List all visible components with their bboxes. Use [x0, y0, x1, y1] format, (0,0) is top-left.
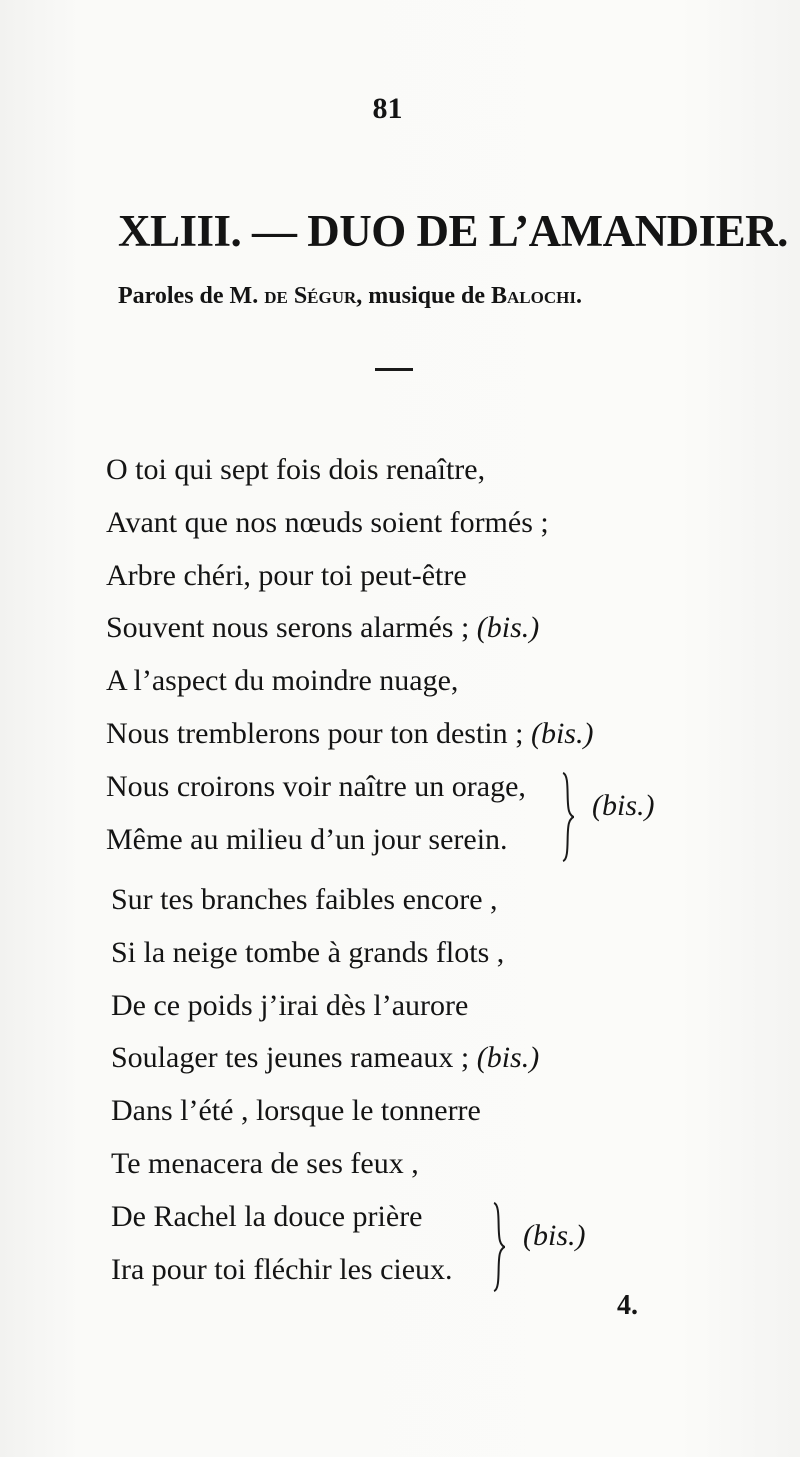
verse-text: Arbre chéri, pour toi peut-être: [106, 558, 467, 592]
verse-text: Nous croirons voir naître un orage,: [106, 769, 526, 803]
verse-line: [111, 984, 539, 1037]
signature-mark: 4.: [617, 1290, 638, 1321]
verse-text: Souvent nous serons alarmés ;: [106, 611, 477, 645]
refrain-marker: (bis.): [592, 788, 655, 822]
verse-line: [111, 1248, 539, 1301]
verse-line: [106, 765, 593, 818]
verse-text: Ira pour toi fléchir les cieux.: [111, 1252, 453, 1286]
verse-line: [111, 1195, 539, 1248]
verse-line: [111, 931, 539, 984]
verse-line: [106, 501, 593, 554]
verse-line: [106, 606, 593, 659]
verse-line: [111, 1089, 539, 1142]
song-credits: [118, 283, 582, 310]
verse-line: [111, 1142, 539, 1195]
song-title: XLIII. — DUO DE L’AMANDIER.: [118, 206, 788, 256]
credits-particle: de: [264, 283, 288, 309]
credits-end: .: [575, 283, 582, 309]
stanza-1: [106, 448, 655, 870]
brace-icon: [561, 771, 575, 863]
refrain-marker: (bis.): [476, 1041, 540, 1075]
verse-line: [106, 554, 593, 607]
verse-text: Sur tes branches faibles encore ,: [111, 883, 498, 916]
braced-couplet: [111, 1195, 586, 1301]
verse-text: Même au milieu d’un jour serein.: [106, 822, 508, 856]
refrain-marker: (bis.): [530, 716, 594, 750]
stanza-2: [111, 878, 586, 1300]
verse-line: [111, 1036, 539, 1089]
credits-composer: Balochi: [491, 283, 576, 309]
verse-text: De Rachel la douce prière: [111, 1199, 423, 1233]
verse-line: [106, 818, 593, 871]
verse-line: [111, 878, 539, 931]
section-divider: [375, 368, 413, 371]
verse-text: Dans l’été , lorsque le tonnerre: [111, 1094, 481, 1128]
credits-author: Ségur: [293, 283, 357, 309]
page-number: 81: [372, 92, 403, 125]
brace-icon: [492, 1201, 506, 1293]
refrain-marker: (bis.): [523, 1218, 586, 1252]
verse-text: A l’aspect du moindre nuage,: [106, 664, 459, 698]
credits-music-label: , musique de: [356, 283, 485, 309]
verse-text: Nous tremblerons pour ton destin ;: [106, 716, 531, 750]
verse-text: Avant que nos nœuds soient formés ;: [106, 505, 549, 539]
braced-couplet: [106, 765, 655, 871]
credits-lyrics-label: Paroles de M.: [118, 283, 259, 309]
verse-line: [106, 712, 593, 765]
verse-line: [106, 659, 593, 712]
verse-text: Soulager tes jeunes rameaux ;: [111, 1041, 477, 1075]
refrain-marker: (bis.): [476, 611, 540, 645]
verse-line: [106, 448, 593, 501]
verse-text: De ce poids j’irai dès l’aurore: [111, 988, 469, 1022]
verse-text: Si la neige tombe à grands flots ,: [111, 935, 505, 969]
verse-text: O toi qui sept fois dois renaître,: [106, 453, 486, 486]
verse-text: Te menacera de ses feux ,: [111, 1146, 419, 1180]
